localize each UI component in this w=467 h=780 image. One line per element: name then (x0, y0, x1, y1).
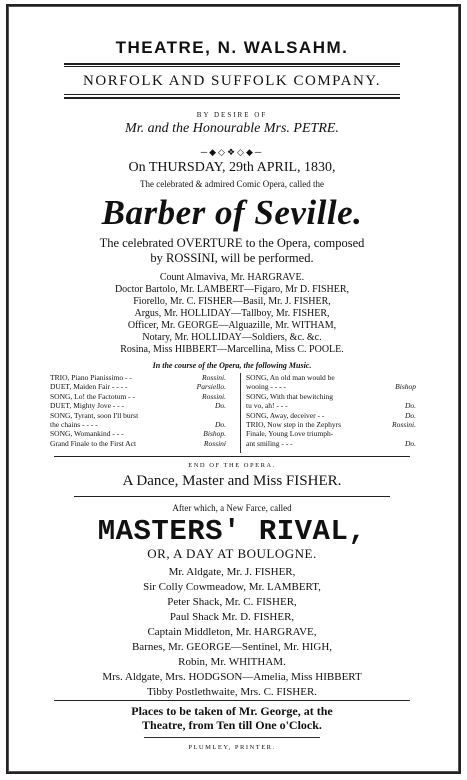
music-heading: In the course of the Opera, the following Music. (152, 361, 312, 370)
opera-cast-line: Notary, Mr. HOLLIDAY—Soldiers, &c. &c. (142, 332, 322, 343)
song-row (50, 429, 226, 438)
song-row (246, 420, 416, 429)
farce-subtitle: OR, A DAY AT BOULOGNE. (147, 546, 317, 561)
opera-cast-line: Fiorello, Mr. C. FISHER—Basil, Mr. J. FISHER, (133, 296, 331, 307)
song-row (246, 382, 416, 391)
song-row (246, 429, 416, 438)
song-list-left (50, 373, 226, 448)
song-row (246, 439, 416, 448)
song-title: DUET, Maiden Fair - - - - (50, 382, 128, 392)
song-composer: Bishop (395, 382, 416, 392)
farce-cast-line: Mr. Aldgate, Mr. J. FISHER, (168, 566, 296, 578)
company-rule-thin (64, 94, 400, 95)
song-title: TRIO, Piano Pianissimo - - (50, 373, 132, 382)
farce-cast-line: Captain Middleton, Mr. HARGRAVE, (147, 626, 317, 638)
footer-rule (54, 700, 410, 701)
farce-cast-line: Mrs. Aldgate, Mrs. HODGSON—Amelia, Miss HIBBERT (102, 671, 362, 683)
song-title: wooing - - - - (246, 382, 286, 392)
song-row (246, 411, 416, 420)
song-title: ant smiling - - - (246, 438, 293, 448)
playbill (14, 10, 450, 768)
farce-cast-line: Paul Shack Mr. D. FISHER, (169, 611, 295, 623)
song-title: the chains - - - - (50, 419, 98, 429)
printer-credit: PLUMLEY, PRINTER. (188, 744, 276, 751)
opera-cast-line: Argus, Mr. HOLLIDAY—Tallboy, Mr. FISHER, (134, 308, 330, 319)
heading-rule-top (64, 63, 400, 65)
song-title: SONG, With that bewitching (246, 391, 334, 401)
opera-cast-line: Doctor Bartolo, Mr. LAMBERT—Figaro, Mr D. FISHER, (114, 284, 350, 295)
company-rule-thick (64, 97, 400, 99)
opera-end-rule (54, 456, 410, 457)
song-title: SONG, Lo! the Factotum - - (50, 391, 135, 401)
opera-intro: The celebrated & admired Comic Opera, called the (140, 179, 324, 189)
song-row (50, 411, 226, 420)
opera-cast-line: Count Almaviva, Mr. HARGRAVE. (159, 272, 305, 283)
printer-rule (144, 737, 320, 738)
song-title: SONG, Tyrant, soon I'll burst (50, 410, 139, 420)
song-title: Grand Finale to the First Act (50, 438, 137, 448)
song-composer: Rossini (203, 438, 226, 448)
song-row (246, 373, 416, 382)
song-row (50, 373, 226, 382)
dance-rule (74, 496, 390, 497)
song-title: SONG, Away, deceiver - - (246, 410, 325, 420)
farce-title: MASTERS' RIVAL, (97, 515, 367, 548)
song-composer: Parsiello. (196, 382, 226, 392)
by-desire-text: BY DESIRE OF (196, 111, 268, 119)
farce-cast-line: Robin, Mr. WHITHAM. (178, 656, 286, 668)
end-of-opera: END OF THE OPERA. (188, 462, 276, 469)
patron-names: Mr. and the Honourable Mrs. PETRE. (125, 121, 339, 136)
heading-rule-top-thin (64, 66, 400, 67)
song-composer: Rossini. (392, 419, 416, 429)
song-row (50, 439, 226, 448)
song-title: DUET, Mighty Jove - - - (50, 401, 125, 411)
song-list (50, 373, 416, 453)
song-composer: Do. (404, 410, 416, 420)
song-row (246, 392, 416, 401)
song-row (50, 382, 226, 391)
farce-cast-line: Tibby Postlethwaite, Mrs. C. FISHER. (146, 686, 318, 698)
song-title: Finale, Young Love triumph- (246, 429, 334, 439)
song-row (50, 420, 226, 429)
company-name: NORFOLK AND SUFFOLK COMPANY. (83, 73, 381, 89)
song-row (50, 401, 226, 410)
song-list-right (240, 373, 416, 453)
performance-date: On THURSDAY, 29th APRIL, 1830, (128, 160, 336, 175)
song-composer: Do. (214, 419, 226, 429)
song-composer: Rossini. (202, 391, 226, 401)
overture-line-2: by ROSSINI, will be performed. (150, 251, 314, 265)
opera-cast-line: Officer, Mr. GEORGE—Alguazille, Mr. WITHAM, (127, 320, 337, 331)
song-composer: Do. (404, 438, 416, 448)
farce-intro: After which, a New Farce, called (172, 503, 292, 513)
song-title: tu vo, ah! - - - (246, 401, 288, 411)
opera-title: Barber of Seville. (101, 193, 363, 232)
song-title: SONG, Womankind - - - (50, 429, 124, 439)
booking-info-line-2: Theatre, from Ten till One o'Clock. (142, 718, 322, 732)
farce-cast-line: Peter Shack, Mr. C. FISHER, (167, 596, 297, 608)
ornament-divider: ─◆◇❖◇◆─ (200, 147, 264, 157)
song-row (246, 401, 416, 410)
song-title: SONG, An old man would be (246, 373, 335, 382)
song-composer: Rossini. (202, 373, 226, 382)
dance-announcement: A Dance, Master and Miss FISHER. (122, 473, 342, 489)
booking-info-line-1: Places to be taken of Mr. George, at the (131, 704, 333, 718)
song-composer: Do. (214, 401, 226, 411)
farce-cast-line: Barnes, Mr. GEORGE—Sentinel, Mr. HIGH, (131, 641, 333, 653)
song-composer: Bishop. (203, 429, 226, 439)
opera-cast-line: Rosina, Miss HIBBERT—Marcellina, Miss C. POOLE. (120, 344, 344, 355)
song-title: TRIO, Now step in the Zephyrs (246, 419, 341, 429)
theatre-heading: THEATRE, N. WALSAHM. (115, 38, 349, 57)
overture-line-1: The celebrated OVERTURE to the Opera, composed (99, 236, 365, 250)
song-row (50, 392, 226, 401)
song-composer: Do. (404, 401, 416, 411)
farce-cast-line: Sir Colly Cowmeadow, Mr. LAMBERT, (143, 581, 321, 593)
